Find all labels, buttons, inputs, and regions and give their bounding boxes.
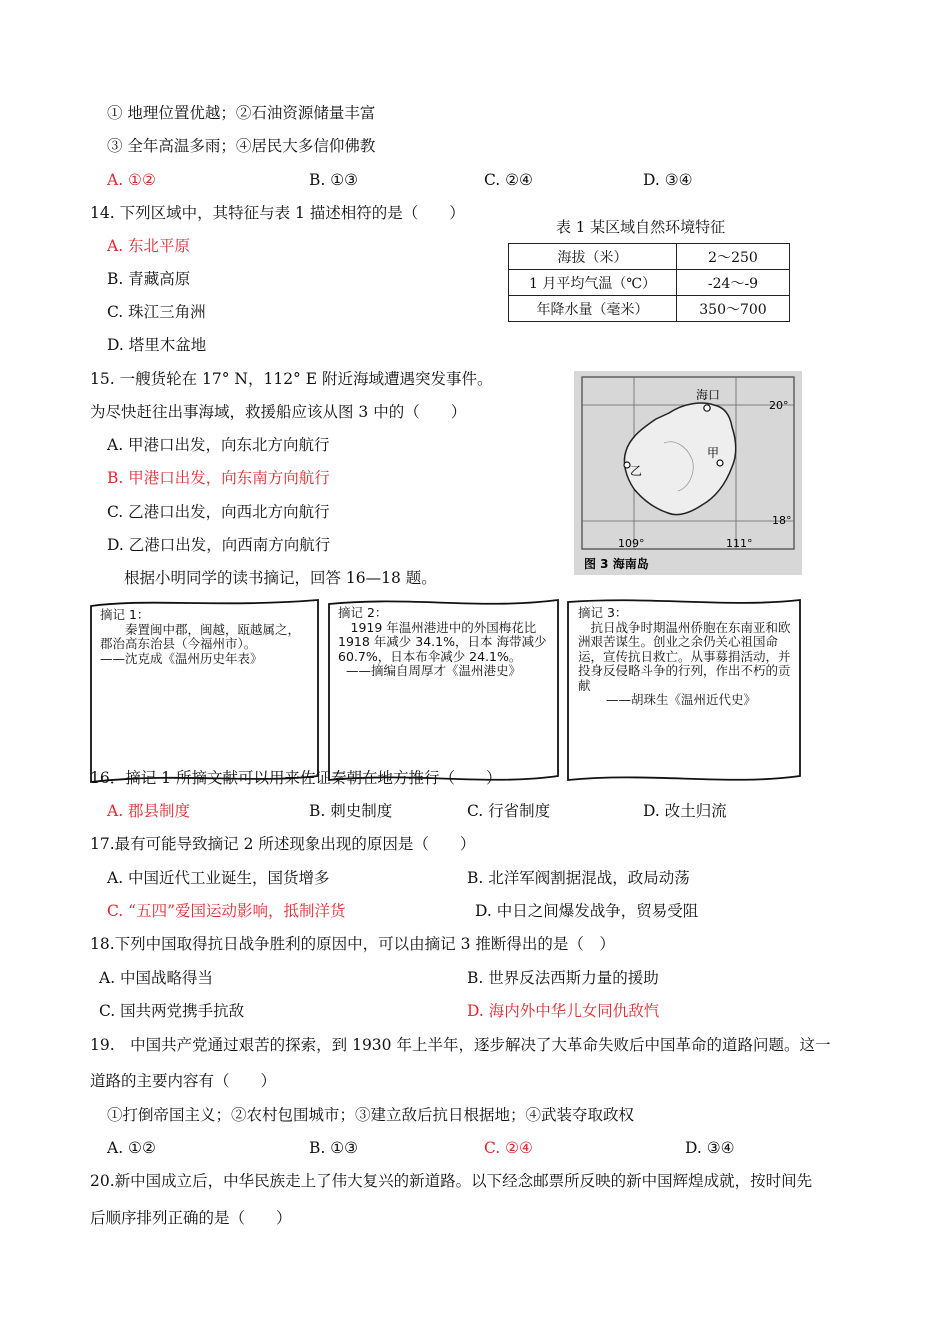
table-1-title: 表 1 某区域自然环境特征 [556,218,726,236]
q19-stem-line-1: 19. 中国共产党通过艰苦的探索，到 1930 年上半年，逐步解决了大革命失败后中国革命的道路问题。这一 [90,1036,831,1054]
table-cell: 1 月平均气温（℃） [509,270,677,296]
q19-option-c: C. ②④ [484,1139,533,1157]
jia-label: 甲 [707,446,720,460]
note-1-body: 秦置闽中郡，闽越，瓯越属之，郡治高东治县（今福州市）。 [100,621,301,651]
note-2 [338,606,556,679]
table-cell: 350～700 [677,296,790,322]
q17-option-a: A. 中国近代工业诞生，国货增多 [107,869,330,887]
note-3-source: ——胡珠生《温州近代史》 [606,692,757,707]
q13-option-d: D. ③④ [643,171,693,189]
q18-option-c: C. 国共两党携手抗敌 [99,1002,245,1020]
q15-option-b: B. 甲港口出发，向东南方向航行 [107,469,330,487]
q15-stem-line-1: 15. 一艘货轮在 17° N，112° E 附近海域遭遇突发事件。 [90,370,493,388]
q16-stem: 16．摘记 1 所摘文献可以用来佐证秦朝在地方推行（ ） [90,769,502,787]
q19-option-a: A. ①② [107,1139,156,1157]
lon-111-label: 111° [726,537,753,550]
q14-option-d: D. 塔里木盆地 [107,336,207,354]
lat-20-label: 20° [769,399,789,412]
note-3-title: 摘记 3： [578,605,628,620]
q18-stem: 18.下列中国取得抗日战争胜利的原因中，可以由摘记 3 推断得出的是（ ） [90,935,615,953]
note-1-source: ——沈克成《温州历史年表》 [100,650,263,666]
q17-option-b: B. 北洋军阀割据混战，政局动荡 [467,869,690,887]
hainan-island-outline [624,403,735,515]
q14-option-c: C. 珠江三角洲 [107,303,206,321]
q17-option-d: D. 中日之间爆发战争，贸易受阻 [475,902,699,920]
hainan-map [574,371,802,575]
q19-stem-line-2: 道路的主要内容有（ ） [90,1072,277,1090]
q19-statements: ①打倒帝国主义；②农村包围城市；③建立敌后抗日根据地；④武装夺取政权 [107,1106,635,1124]
q20-stem-line-1: 20.新中国成立后，中华民族走上了伟大复兴的新道路。以下经念邮票所反映的新中国辉煌成就，按时间先 [90,1172,813,1190]
q16-option-d: D. 改土归流 [643,802,727,820]
yi-label: 乙 [630,464,643,478]
table-row [509,270,790,296]
q20-stem-line-2: 后顺序排列正确的是（ ） [90,1209,292,1227]
map-caption: 图 3 海南岛 [584,557,649,571]
note-2-title: 摘记 2： [338,605,388,620]
q17-stem: 17.最有可能导致摘记 2 所述现象出现的原因是（ ） [90,835,476,853]
table-cell: 海拔（米） [509,244,677,270]
q16-option-c: C. 行省制度 [467,802,551,820]
note-3-body: 抗日战争时期温州侨胞在东南亚和欧洲艰苦谋生。创业之余仍关心祖国命运，宣传抗日救亡。从事募捐活动，并投身反侵略斗争的行列，作出不朽的贡献 [578,619,791,693]
q15-option-c: C. 乙港口出发，向西北方向航行 [107,503,330,521]
q14-option-a: A. 东北平原 [107,237,191,255]
reading-notes-intro: 根据小明同学的读书摘记，回答 16—18 题。 [124,569,437,587]
q17-option-c: C. “五四”爱国运动影响，抵制洋货 [107,902,346,920]
q14-stem: 14. 下列区域中，其特征与表 1 描述相符的是（ ） [90,204,465,222]
q13-statement-1: ① 地理位置优越；②石油资源储量丰富 [107,104,376,122]
note-3 [578,606,800,708]
q19-option-d: D. ③④ [685,1139,735,1157]
q15-stem-line-2: 为尽快赶往出事海域，救援船应该从图 3 中的（ ） [90,403,467,421]
lat-18-label: 18° [772,514,792,527]
lon-109-label: 109° [618,537,645,550]
q19-option-b: B. ①③ [309,1139,359,1157]
table-cell: -24～-9 [677,270,790,296]
q18-option-d: D. 海内外中华儿女同仇敌忾 [467,1002,660,1020]
q13-option-c: C. ②④ [484,171,533,189]
q16-option-b: B. 刺史制度 [309,802,393,820]
table-cell: 年降水量（毫米） [509,296,677,322]
q16-option-a: A. 郡县制度 [107,802,191,820]
environment-table [508,243,790,322]
q14-option-b: B. 青藏高原 [107,270,191,288]
q18-option-b: B. 世界反法西斯力量的援助 [467,969,659,987]
q13-statement-2: ③ 全年高温多雨；④居民大多信仰佛教 [107,137,376,155]
note-1-title: 摘记 1： [100,607,150,622]
table-row [509,244,790,270]
q13-option-b: B. ①③ [309,171,359,189]
q18-option-a: A. 中国战略得当 [99,969,214,987]
haikou-label: 海口 [696,388,721,402]
q15-option-d: D. 乙港口出发，向西南方向航行 [107,536,331,554]
note-2-body: 1919 年温州港进中的外国梅花比 1918 年减少 34.1%，日本 海带减少 60.7%，日本布伞减少 24.1%。 [338,619,547,664]
haikou-port-marker [704,405,710,411]
q15-option-a: A. 甲港口出发，向东北方向航行 [107,436,330,454]
note-2-source: ——摘编自周厚才《温州港史》 [346,663,522,678]
jia-port-marker [717,460,723,466]
note-1 [100,608,312,666]
hainan-map-figure [574,371,802,575]
table-cell: 2～250 [677,244,790,270]
table-row [509,296,790,322]
q13-option-a: A. ①② [107,171,156,189]
